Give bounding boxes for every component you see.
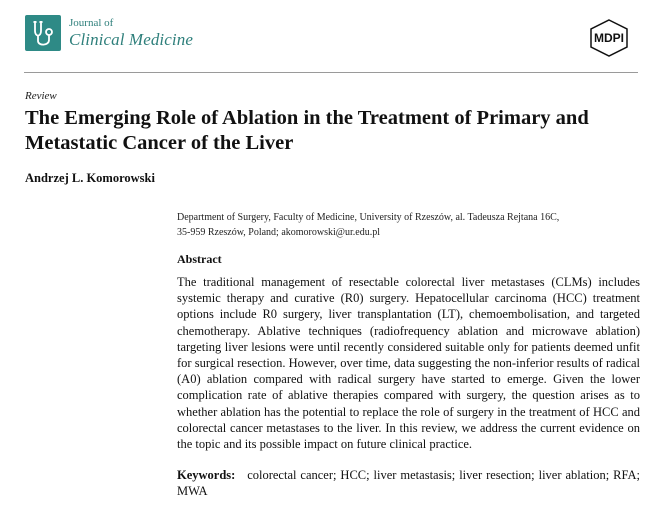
keywords-label: Keywords: <box>177 468 244 482</box>
stethoscope-icon <box>25 15 61 51</box>
affiliation-line-1: Department of Surgery, Faculty of Medicine, University of Rzeszów, al. Tadeusza Rejtana 16C, <box>177 212 560 223</box>
abstract-heading: Abstract <box>177 252 222 266</box>
journal-header <box>0 0 671 72</box>
journal-prefix: Journal of <box>69 17 114 29</box>
article-type: Review <box>25 90 57 102</box>
article-title: The Emerging Role of Ablation in the Treatment of Primary and Metastatic Cancer of the Liver <box>25 107 589 154</box>
author-affiliation <box>177 210 617 240</box>
journal-name: Clinical Medicine <box>69 30 193 49</box>
publisher-logo[interactable] <box>587 18 631 58</box>
affiliation-line-2: 35-959 Rzeszów, Poland; akomorowski@ur.edu.pl <box>177 227 380 238</box>
abstract-text: The traditional management of resectable colorectal liver metastases (CLMs) includes systemic therapy and curative (R0) surgery. Hepatocellular carcinoma (HCC) treatment options include R0 surgery, liver transplantation (LT), chemoembolisation, and targeted chemotherapy. Ablative techniques (radiofrequency ablation and microwave ablation) targeting liver lesions were until recently considered suitable only for patients deemed unfit for surgical resection. However, over time, data suggesting the non-inferior results of radical (A0) ablation compared with radical surgery have started to emerge. Given the lower complication rate of ablative therapies compared with surgery, the question arises as to whether ablation has the potential to replace the role of surgery in the treatment of HCC and colorectal cancer metastases to the liver. In this review, we address the current evidence on the topic and its possible impact on future clinical practice. <box>177 275 640 452</box>
article-author: Andrzej L. Komorowski <box>25 171 155 185</box>
header-divider <box>24 72 638 73</box>
publisher-name: MDPI <box>594 31 624 45</box>
keywords <box>177 467 640 499</box>
keywords-list: colorectal cancer; HCC; liver metastasis; liver resection; liver ablation; RFA; MWA <box>177 468 641 499</box>
